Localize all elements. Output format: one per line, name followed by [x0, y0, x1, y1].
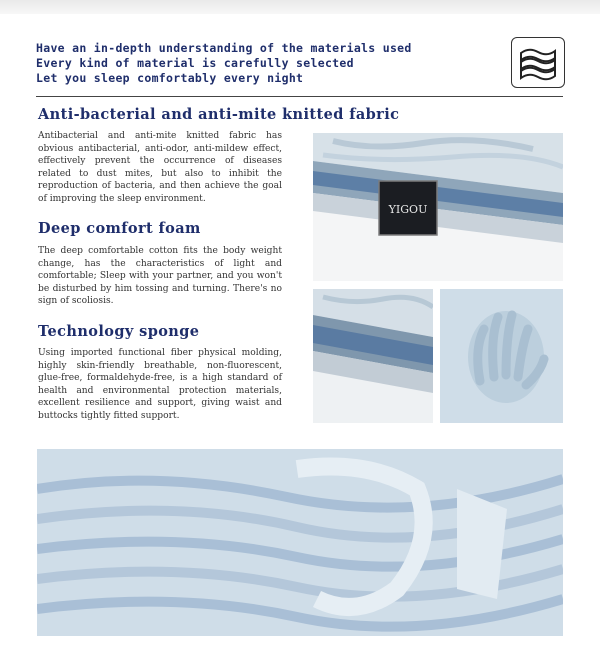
knitted-fabric-closeup-photo	[37, 449, 563, 636]
intro-line-3: Let you sleep comfortably every night	[36, 71, 304, 85]
header-divider	[36, 96, 563, 97]
section-title-foam: Deep comfort foam	[38, 220, 201, 237]
intro-line-2: Every kind of material is carefully selected	[36, 56, 354, 70]
layers-icon	[511, 37, 565, 88]
mattress-brand-label: YIGOU	[388, 203, 428, 216]
section-body-foam: The deep comfortable cotton fits the body weight change, has the characteristics of light and comfortable; Sleep with your partner, and you won't be disturbed by him tossing and turning. There's no sign of scoliosis.	[38, 246, 282, 307]
section-title-fabric: Anti-bacterial and anti-mite knitted fabric	[38, 106, 400, 123]
top-band	[0, 0, 600, 14]
mattress-corner-photo	[313, 133, 563, 281]
section-body-sponge: Using imported functional fiber physical molding, highly skin-friendly breathable, non-fluorescent, glue-free, formaldehyde-free, is a high standard of health and environmental protection materials, excellent resilience and support, giving waist and buttocks tightly fitted support.	[38, 348, 282, 421]
section-body-fabric: Antibacterial and anti-mite knitted fabric has obvious antibacterial, anti-odor, anti-mildew effect, effectively prevent the occurrence of diseases related to dust mites, but also to inhibit the reproduction of bacteria, and then achieve the goal of improving the sleep environment.	[38, 131, 282, 204]
intro-line-1: Have an in-depth understanding of the materials used	[36, 41, 412, 55]
memory-foam-handprint-photo	[440, 289, 563, 423]
section-title-sponge: Technology sponge	[38, 323, 200, 340]
mattress-side-photo	[313, 289, 433, 423]
intro-block	[36, 41, 476, 86]
